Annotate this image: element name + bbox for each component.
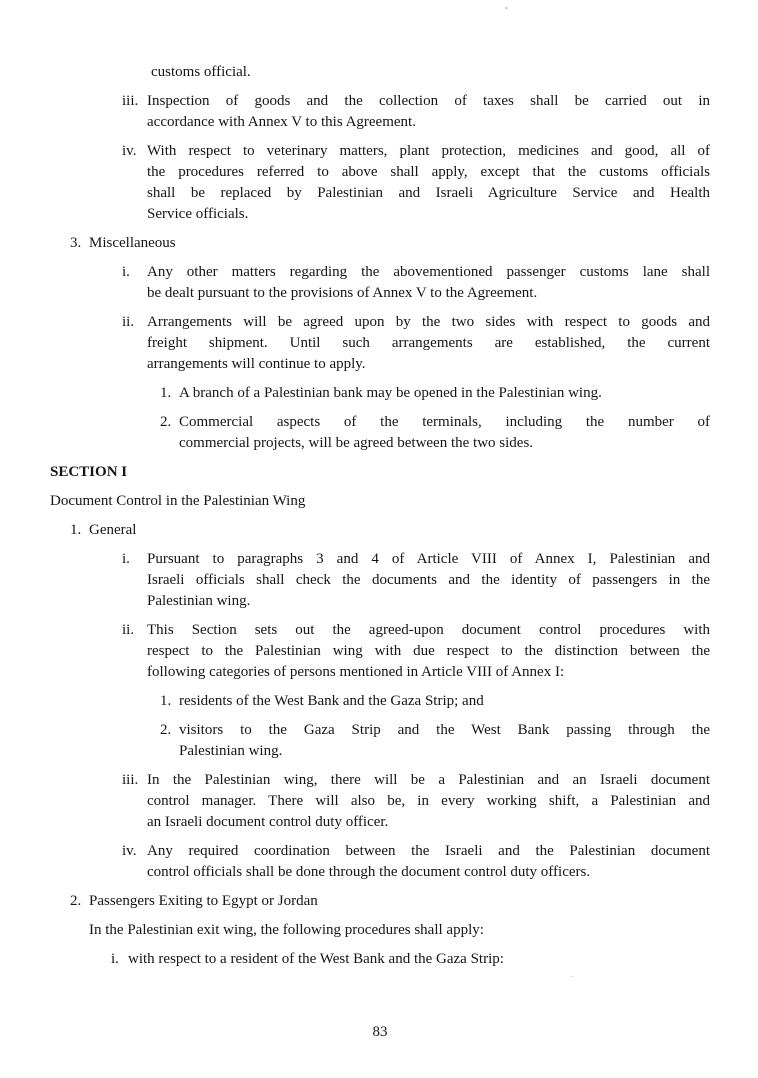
roman-item-i [50, 949, 710, 970]
text-line: Any other matters regarding the abovementioned passenger customs lane shall [147, 264, 710, 280]
list-marker: 3. [70, 235, 82, 251]
text-line: In the Palestinian exit wing, the following procedures shall apply: [89, 922, 484, 938]
paragraph [50, 920, 710, 941]
text-line: Israeli officials shall check the documents and the identity of passengers in the [147, 572, 710, 588]
list-marker: i. [122, 264, 130, 280]
numbered-item-2 [50, 891, 710, 912]
roman-item-iii [50, 91, 710, 133]
text-line: respect to the Palestinian wing with due respect to the distinction between the [147, 643, 710, 659]
roman-item-iii [50, 770, 710, 833]
text-line: Palestinian wing. [179, 743, 283, 759]
text-line: A branch of a Palestinian bank may be opened in the Palestinian wing. [179, 385, 602, 401]
continuation-line [50, 62, 710, 83]
text-line: the procedures referred to above shall apply, except that the customs officials [147, 164, 710, 180]
numbered-item-1 [50, 520, 710, 541]
numbered-item-3 [50, 233, 710, 254]
text-line: control officials shall be done through the document control duty officers. [147, 864, 591, 880]
text-line: Commercial aspects of the terminals, including the number of [179, 414, 710, 430]
scan-speck [505, 7, 508, 9]
text-line: Service officials. [147, 206, 249, 222]
list-marker: iv. [122, 843, 137, 859]
text-line: Palestinian wing. [147, 593, 251, 609]
list-marker: 1. [160, 385, 172, 401]
page-content [50, 62, 710, 1043]
list-marker: i. [122, 551, 130, 567]
subheading-text: Document Control in the Palestinian Wing [50, 493, 306, 509]
text-line: following categories of persons mentioned in Article VIII of Annex I: [147, 664, 565, 680]
list-marker: i. [111, 951, 119, 967]
text-line: Passengers Exiting to Egypt or Jordan [89, 893, 318, 909]
sub-numbered-item-2 [50, 412, 710, 454]
text-line: shall be replaced by Palestinian and Israeli Agriculture Service and Health [147, 185, 710, 201]
list-marker: ii. [122, 314, 135, 330]
text-line: Any required coordination between the Israeli and the Palestinian document [147, 843, 710, 859]
list-marker: iii. [122, 93, 139, 109]
roman-item-iv [50, 141, 710, 225]
list-marker: ii. [122, 622, 135, 638]
page-number: 83 [372, 1024, 388, 1040]
sub-numbered-item-1 [50, 383, 710, 404]
text-line: an Israeli document control duty officer. [147, 814, 389, 830]
text-line: with respect to a resident of the West Bank and the Gaza Strip: [128, 951, 504, 967]
text-line: be dealt pursuant to the provisions of Annex V to the Agreement. [147, 285, 538, 301]
text-line: General [89, 522, 137, 538]
section-subheading [50, 491, 710, 512]
text-line: This Section sets out the agreed-upon document control procedures with [147, 622, 710, 638]
text-line: In the Palestinian wing, there will be a Palestinian and an Israeli document [147, 772, 710, 788]
list-marker: 2. [160, 722, 172, 738]
text-line: control manager. There will also be, in every working shift, a Palestinian and [147, 793, 710, 809]
roman-item-ii [50, 312, 710, 375]
heading-text: SECTION I [50, 464, 128, 480]
text-line: commercial projects, will be agreed between the two sides. [179, 435, 534, 451]
text-line: visitors to the Gaza Strip and the West Bank passing through the [179, 722, 710, 738]
list-marker: 1. [160, 693, 172, 709]
text-line: Miscellaneous [89, 235, 176, 251]
list-marker: iii. [122, 772, 139, 788]
sub-numbered-item-2 [50, 720, 710, 762]
text-line: Pursuant to paragraphs 3 and 4 of Article VIII of Annex I, Palestinian and [147, 551, 710, 567]
text-line: Inspection of goods and the collection of taxes shall be carried out in [147, 93, 710, 109]
roman-item-iv [50, 841, 710, 883]
text-line: accordance with Annex V to this Agreement. [147, 114, 416, 130]
text-line: freight shipment. Until such arrangements are established, the current [147, 335, 710, 351]
list-marker: 1. [70, 522, 82, 538]
text-line: arrangements will continue to apply. [147, 356, 366, 372]
list-marker: 2. [70, 893, 82, 909]
roman-item-ii [50, 620, 710, 683]
sub-numbered-item-1 [50, 691, 710, 712]
text-line: residents of the West Bank and the Gaza Strip; and [179, 693, 484, 709]
roman-item-i [50, 549, 710, 612]
text-line: customs official. [151, 64, 251, 80]
roman-item-i [50, 262, 710, 304]
text-line: Arrangements will be agreed upon by the two sides with respect to goods and [147, 314, 710, 330]
text-line: With respect to veterinary matters, plant protection, medicines and good, all of [147, 143, 710, 159]
section-heading [50, 462, 710, 483]
list-marker: iv. [122, 143, 137, 159]
list-marker: 2. [160, 414, 172, 430]
